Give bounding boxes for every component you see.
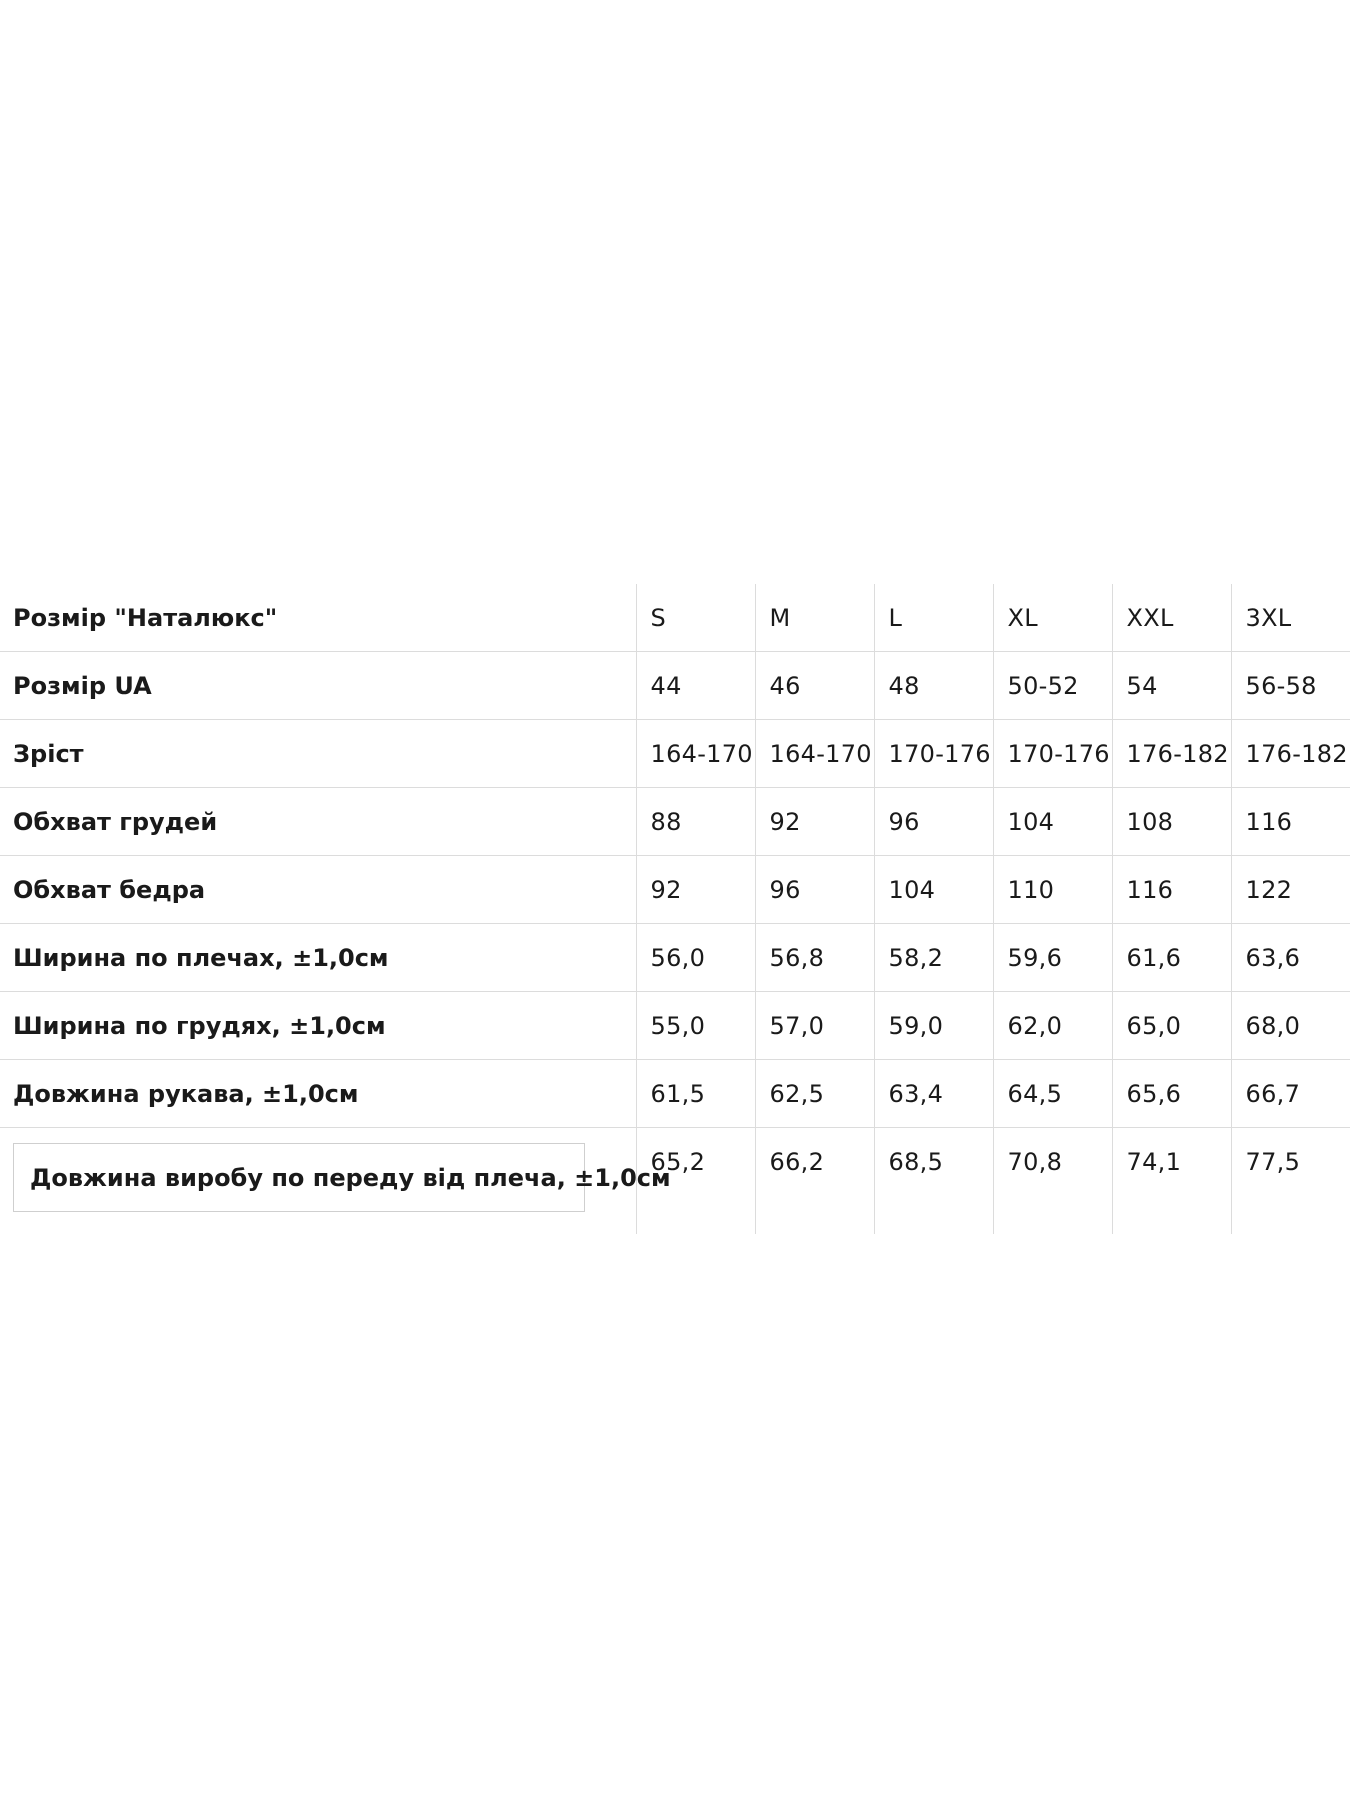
table-cell: 56-58	[1231, 652, 1350, 720]
table-cell: 56,0	[636, 924, 755, 992]
table-row	[0, 1060, 1350, 1128]
table-cell: 62,0	[993, 992, 1112, 1060]
row-label: Розмір UA	[0, 652, 636, 720]
table-cell: 59,0	[874, 992, 993, 1060]
table-cell: 58,2	[874, 924, 993, 992]
table-cell: 44	[636, 652, 755, 720]
row-label: Довжина виробу по переду від плеча, ±1,0см	[13, 1143, 585, 1212]
table-cell: 55,0	[636, 992, 755, 1060]
table-row	[0, 788, 1350, 856]
table-cell: 65,2	[636, 1128, 755, 1235]
table-cell: 48	[874, 652, 993, 720]
table-cell: 176-182	[1112, 720, 1231, 788]
table-cell: 68,0	[1231, 992, 1350, 1060]
table-cell: 64,5	[993, 1060, 1112, 1128]
table-cell: 116	[1231, 788, 1350, 856]
size-chart-table	[0, 584, 1350, 1234]
row-label: Довжина рукава, ±1,0см	[0, 1060, 636, 1128]
table-cell: 65,6	[1112, 1060, 1231, 1128]
table-cell: 46	[755, 652, 874, 720]
table-cell: 96	[874, 788, 993, 856]
table-cell: 116	[1112, 856, 1231, 924]
table-cell: 108	[1112, 788, 1231, 856]
table-cell: 61,6	[1112, 924, 1231, 992]
header-size-xxl: XXL	[1112, 584, 1231, 652]
table-cell: 57,0	[755, 992, 874, 1060]
header-size-3xl: 3XL	[1231, 584, 1350, 652]
table-cell: 61,5	[636, 1060, 755, 1128]
table-cell: 92	[636, 856, 755, 924]
table-cell: 170-176	[993, 720, 1112, 788]
header-size-s: S	[636, 584, 755, 652]
table-cell: 66,2	[755, 1128, 874, 1235]
table-row	[0, 992, 1350, 1060]
table-cell: 54	[1112, 652, 1231, 720]
table-cell: 77,5	[1231, 1128, 1350, 1235]
table-cell: 110	[993, 856, 1112, 924]
header-label: Розмір "Наталюкс"	[0, 584, 636, 652]
table-cell: 56,8	[755, 924, 874, 992]
table-cell: 104	[874, 856, 993, 924]
table-cell: 92	[755, 788, 874, 856]
row-label-cell	[0, 1128, 671, 1235]
header-size-m: M	[755, 584, 874, 652]
table-cell: 68,5	[874, 1128, 993, 1235]
row-label: Обхват бедра	[0, 856, 636, 924]
table-cell: 104	[993, 788, 1112, 856]
table-cell: 65,0	[1112, 992, 1231, 1060]
table-row	[0, 856, 1350, 924]
table-cell: 96	[755, 856, 874, 924]
header-size-xl: XL	[993, 584, 1112, 652]
table-cell: 122	[1231, 856, 1350, 924]
table-header-row	[0, 584, 1350, 652]
table-cell: 74,1	[1112, 1128, 1231, 1235]
table-row	[0, 652, 1350, 720]
row-label: Ширина по грудях, ±1,0см	[0, 992, 636, 1060]
row-label: Ширина по плечах, ±1,0см	[0, 924, 636, 992]
table-cell: 88	[636, 788, 755, 856]
table-row	[0, 1128, 1350, 1235]
table-cell: 164-170	[636, 720, 755, 788]
header-size-l: L	[874, 584, 993, 652]
table-cell: 176-182	[1231, 720, 1350, 788]
table-row	[0, 924, 1350, 992]
table-cell: 170-176	[874, 720, 993, 788]
table-row	[0, 720, 1350, 788]
table-cell: 50-52	[993, 652, 1112, 720]
table-cell: 62,5	[755, 1060, 874, 1128]
table-cell: 70,8	[993, 1128, 1112, 1235]
table-cell: 63,4	[874, 1060, 993, 1128]
table-cell: 66,7	[1231, 1060, 1350, 1128]
table-cell: 63,6	[1231, 924, 1350, 992]
row-label: Обхват грудей	[0, 788, 636, 856]
table-cell: 164-170	[755, 720, 874, 788]
row-label: Зріст	[0, 720, 636, 788]
table-cell: 59,6	[993, 924, 1112, 992]
